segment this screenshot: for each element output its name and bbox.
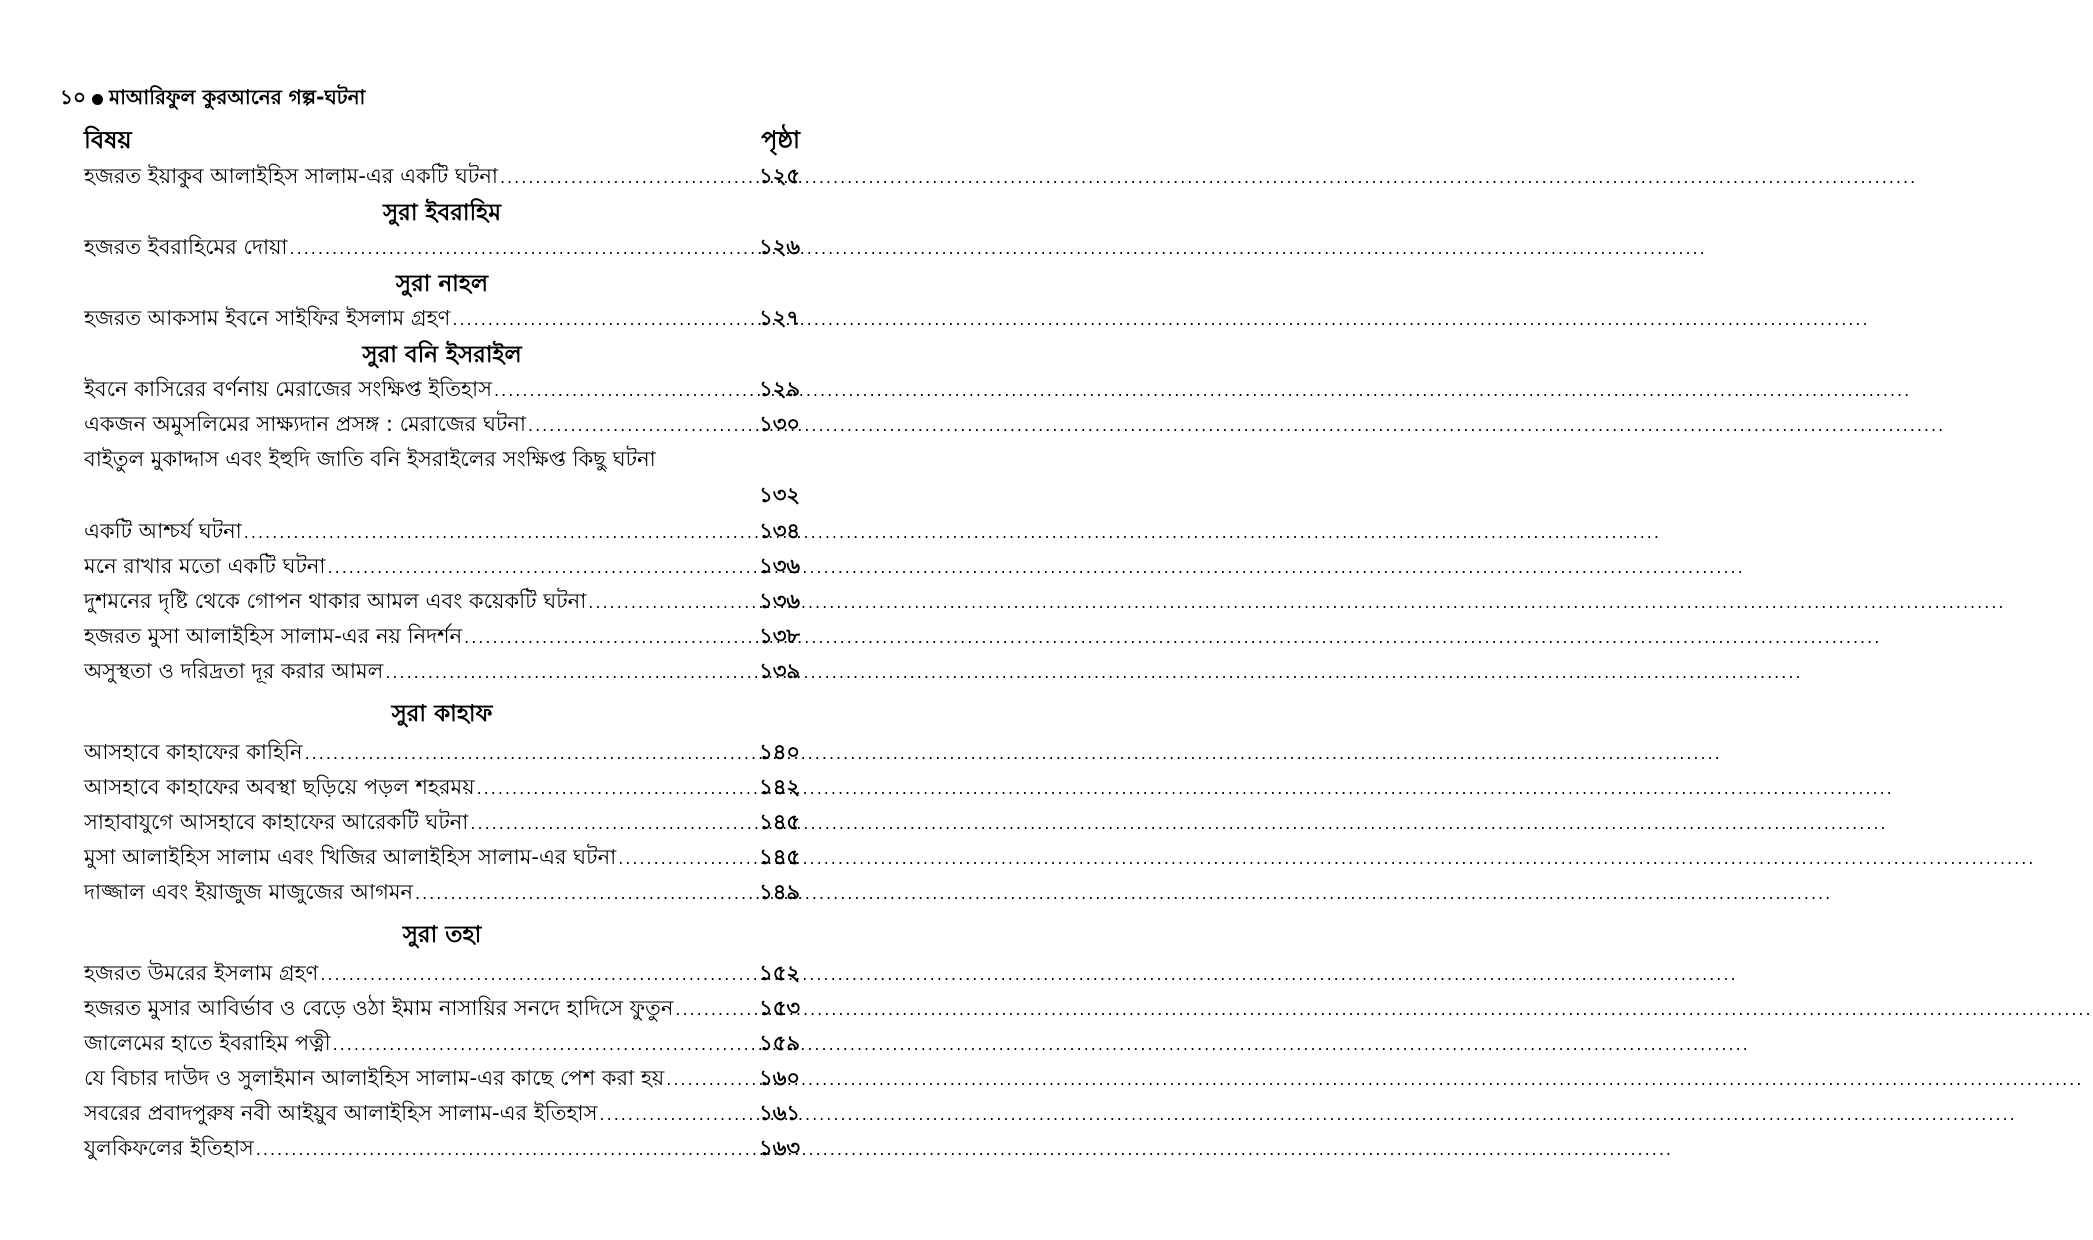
entry-title: মুসা আলাইহিস সালাম এবং খিজির আলাইহিস সালাম-এর ঘটনা [84, 845, 617, 869]
entry-title: আসহাবে কাহাফের অবস্থা ছড়িয়ে পড়ল শহরময় [84, 775, 475, 799]
dot-leader [385, 663, 748, 682]
entry-title: সাহাবাযুগে আসহাবে কাহাফের আরেকটি ঘটনা [84, 810, 469, 834]
entry-page: ১৩৬ [759, 554, 800, 578]
toc-entry[interactable] [84, 876, 800, 911]
entry-title: দাজ্জাল এবং ইয়াজুজ মাজুজের আগমন [84, 880, 414, 904]
entry-page: ১৫৩ [759, 996, 800, 1020]
entry-title: আসহাবে কাহাফের কাহিনি [84, 740, 303, 764]
entry-title: হজরত মুসা আলাইহিস সালাম-এর নয় নিদর্শন [84, 624, 463, 648]
toc-entry[interactable] [84, 957, 800, 992]
entry-page: ১৩৬ [759, 589, 800, 613]
dot-leader [452, 310, 748, 329]
dot-leader [328, 558, 748, 577]
entry-page: ১৪৫ [759, 810, 800, 834]
toc-entry[interactable] [84, 443, 800, 515]
toc-entry[interactable] [84, 841, 800, 876]
entry-page: ১৩০ [759, 412, 800, 436]
entry-page: ১৩৮ [759, 624, 800, 648]
dot-leader [470, 814, 748, 833]
entry-title: অসুস্থতা ও দরিদ্রতা দূর করার আমল [84, 659, 384, 683]
entry-page: ১৪৯ [759, 880, 800, 904]
toc-entry[interactable] [84, 302, 800, 337]
toc-page [60, 82, 800, 1167]
dot-leader [500, 168, 748, 187]
entry-title: যে বিচার দাউদ ও সুলাইমান আলাইহিস সালাম-এর কাছে পেশ করা হয় [84, 1066, 665, 1090]
dot-leader [477, 779, 748, 798]
entry-title: একজন অমুসলিমের সাক্ষ্যদান প্রসঙ্গ : মেরাজের ঘটনা [84, 412, 526, 436]
entry-page: ১৩৪ [759, 519, 800, 543]
dot-leader [618, 849, 748, 868]
entry-page: ১৩২ [759, 483, 800, 507]
toc-list [84, 160, 800, 1167]
entry-page: ১৬০ [759, 1066, 800, 1090]
running-header [60, 82, 800, 116]
bullet-icon [92, 94, 103, 105]
dot-leader [320, 965, 748, 984]
entry-page: ১২৭ [759, 306, 800, 330]
dot-leader [494, 381, 748, 400]
toc-entry[interactable] [84, 1097, 800, 1132]
dot-leader [528, 416, 748, 435]
dot-leader [244, 523, 748, 542]
entry-page: ১৫৯ [759, 1031, 800, 1055]
entry-page: ১৬১ [759, 1101, 800, 1125]
section-heading: সুরা নাহল [395, 271, 489, 297]
toc-entry[interactable] [84, 515, 800, 550]
dot-leader [333, 1035, 748, 1054]
dot-leader [290, 239, 748, 258]
entry-page: ১২৯ [759, 377, 800, 401]
toc-entry[interactable] [84, 806, 800, 841]
toc-entry[interactable] [84, 1132, 800, 1167]
entry-title: হজরত উমরের ইসলাম গ্রহণ [84, 961, 319, 985]
toc-entry[interactable] [84, 655, 800, 690]
toc-entry[interactable] [84, 736, 800, 771]
toc-entry[interactable] [84, 373, 800, 408]
entry-page: ১৩৯ [759, 659, 800, 683]
toc-entry[interactable] [84, 160, 800, 195]
entry-page: ১৪০ [759, 740, 800, 764]
section-heading: সুরা কাহাফ [391, 701, 493, 727]
section-heading: সুরা ইবরাহিম [382, 200, 502, 226]
entry-page: ১২৬ [759, 235, 800, 259]
entry-title: বাইতুল মুকাদ্দাস এবং ইহুদি জাতি বনি ইসরাইলের সংক্ষিপ্ত কিছু ঘটনা [84, 447, 656, 471]
section-heading: সুরা বনি ইসরাইল [362, 342, 522, 368]
entry-title: ইবনে কাসিরের বর্ণনায় মেরাজের সংক্ষিপ্ত ইতিহাস [84, 377, 493, 401]
entry-title: মনে রাখার মতো একটি ঘটনা [84, 554, 326, 578]
dot-leader [588, 593, 748, 612]
dot-leader [464, 628, 748, 647]
entry-page: ১৪২ [759, 775, 800, 799]
page-number: ১০ [60, 84, 86, 109]
toc-entry[interactable] [84, 550, 800, 585]
book-title: মাআরিফুল কুরআনের গল্প-ঘটনা [108, 84, 366, 109]
entry-title: যুলকিফলের ইতিহাস [84, 1136, 254, 1160]
dot-leader [415, 884, 748, 903]
dot-leader [600, 1105, 748, 1124]
dot-leader [675, 1000, 748, 1019]
entry-page: ১৫২ [759, 961, 800, 985]
toc-entry[interactable] [84, 408, 800, 443]
entry-title: জালেমের হাতে ইবরাহিম পত্নী [84, 1031, 331, 1055]
toc-entry[interactable] [84, 992, 800, 1027]
entry-title: হজরত ইয়াকুব আলাইহিস সালাম-এর একটি ঘটনা [84, 164, 498, 188]
dot-leader [305, 744, 748, 763]
dot-leader [256, 1140, 748, 1159]
toc-entry[interactable] [84, 585, 800, 620]
page-column-header: পৃষ্ঠা [761, 126, 800, 154]
entry-page: ১৬৩ [759, 1136, 800, 1160]
toc-entry[interactable] [84, 1027, 800, 1062]
toc-entry[interactable] [84, 620, 800, 655]
entry-title: দুশমনের দৃষ্টি থেকে গোপন থাকার আমল এবং কয়েকটি ঘটনা [84, 589, 587, 613]
entry-title: একটি আশ্চর্য ঘটনা [84, 519, 242, 543]
subject-column-header: বিষয় [84, 126, 132, 154]
entry-page: ১২৫ [759, 164, 800, 188]
entry-page: ১৪৫ [759, 845, 800, 869]
dot-leader [666, 1070, 748, 1089]
entry-title: হজরত ইবরাহিমের দোয়া [84, 235, 288, 259]
section-heading: সুরা তহা [402, 922, 482, 948]
toc-entry[interactable] [84, 1062, 800, 1097]
entry-title: সবরের প্রবাদপুরুষ নবী আইয়ুব আলাইহিস সালাম-এর ইতিহাস [84, 1101, 598, 1125]
entry-title: হজরত মুসার আবির্ভাব ও বেড়ে ওঠা ইমাম নাসায়ির সনদে হাদিসে ফুতুন [84, 996, 674, 1020]
column-headers [84, 116, 800, 160]
toc-entry[interactable] [84, 771, 800, 806]
entry-title: হজরত আকসাম ইবনে সাইফির ইসলাম গ্রহণ [84, 306, 451, 330]
toc-entry[interactable] [84, 231, 800, 266]
